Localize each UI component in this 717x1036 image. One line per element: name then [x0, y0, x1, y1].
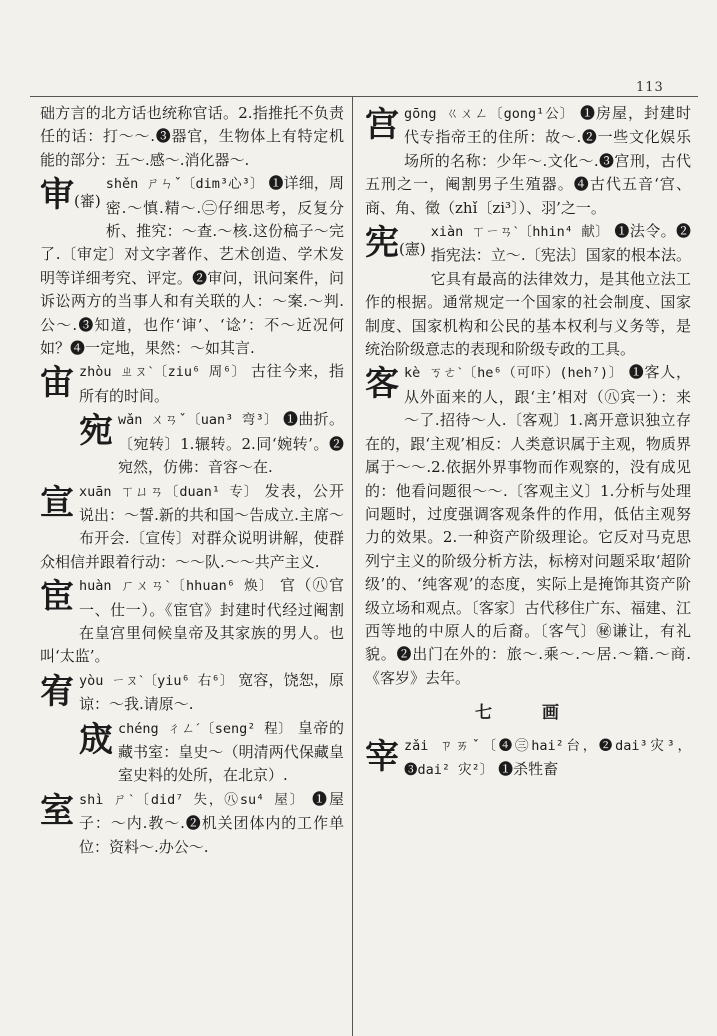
definition: ❶杀牲畜	[498, 759, 559, 778]
headword-char: 宥	[40, 671, 74, 712]
dictionary-entry	[40, 717, 344, 788]
definition: ❶屋子：～内.教～.❷机关团体内的工作单位：资料～.办公～.	[79, 789, 344, 856]
dictionary-entry	[40, 360, 344, 408]
header-rule	[30, 96, 698, 97]
page-number: 113	[636, 80, 664, 95]
headword-char: 宰	[365, 736, 399, 777]
left-column	[40, 102, 344, 859]
pronunciation: yòu ㄧㄡˋ〔yiu⁶ 右⁶〕	[79, 672, 234, 689]
headword-char: 宪	[365, 223, 399, 264]
pronunciation: xiàn ㄒㄧㄢˋ〔hhin⁴ 献〕	[430, 224, 610, 241]
definition: ❶曲折。〔宛转〕1.辗转。2.同‘婉转’。❷宛然，仿佛：音容～在.	[118, 410, 344, 477]
headword	[40, 173, 101, 223]
definition: 官（㊇官一、仕一）。《宦官》封建时代经过阉割在皇宫里伺候皇帝及其家族的男人。也叫‘太监’。	[40, 576, 344, 666]
right-column	[365, 102, 691, 785]
continued-text: 础方言的北方话也统称官话。2.指推托不负责任的话：打～～.❸器官，生物体上有特定机能的部分：五～.感～.消化器～.	[40, 104, 344, 169]
dictionary-entry	[365, 734, 691, 783]
pronunciation: zǎi ㄗㄞˇ〔❹㊂hai²台，❷dai³灾³，❸dai² 灾²〕	[404, 737, 691, 778]
dictionary-entry	[40, 788, 344, 859]
definition: ❶客人，从外面来的人，跟‘主’相对（㊇宾一）：来～了.招待～人.〔客观〕1.离开意识独立存在的，跟‘主观’相反：人类意识属于主观，物质界属于～～.2.依据外界事物而作观察的，没有成见的：他看问题很～～.〔客观主义〕1.分析与处理问题时，过度强调客观条件的作用，低估主观努力的效果。2.一种资产阶级理论。它反对马克思列宁主义的阶级分析方法，标榜对问题采取‘超阶级’的、‘纯客观’的态度，实际上是掩饰其资产阶级立场和观点。〔客家〕古代移住广东、福建、江西等地的中原人的后裔。〔客气〕㊙谦让，有礼貌。❷出门在外的：旅～.乘～.～居.～籍.～商.《客岁》去年。	[365, 363, 691, 687]
headword	[365, 221, 426, 271]
definition: 宽容，饶恕，原谅：～我.请原～.	[79, 670, 344, 714]
definition: ❶详细，周密.～慎.精～.㊁仔细思考，反复分析、推究：～查.～核.这份稿子～完了.〔审定〕对文字著作、艺术创造、学术发明等详细考究、评定。❷审问，讯问案件，问诉讼两方的当事人和有关联的人：～案.～判.公～.❸知道，也作‘谉’、‘谂’：不～近况何如？❹一定地，果然：～如其言.	[40, 174, 344, 358]
definition: 皇帝的藏书室：皇史～（明清两代保藏皇室史料的处所，在北京）.	[118, 718, 344, 785]
pronunciation: chéng ㄔㄥˊ〔seng² 程〕	[118, 720, 293, 737]
pronunciation: zhòu ㄓㄡˋ〔ziu⁶ 周⁶〕	[79, 364, 246, 381]
headword	[40, 575, 74, 625]
definition: 发表，公开说出：～誓.新的共和国～告成立.主席～布开会.〔宣传〕对群众说明讲解，使群众相信并跟着行动：～～队.～～共产主义.	[40, 481, 344, 571]
headword-char: 宣	[40, 482, 74, 523]
pronunciation: wǎn ㄨㄢˇ〔uan³ 弯³〕	[118, 412, 278, 429]
pronunciation: kè ㄎㄜˋ〔he⁶（可吓）(heh⁷)〕	[404, 365, 624, 382]
headword	[79, 409, 113, 459]
pronunciation: shì ㄕˋ〔did⁷ 失，㊇su⁴ 屋〕	[79, 791, 306, 808]
headword-char: 审	[40, 175, 74, 216]
headword-char: 室	[40, 790, 74, 831]
definition: ❶法令。❷指宪法：立～.〔宪法〕国家的根本法。它具有最高的法律效力，是其他立法工作的根据。通常规定一个国家的社会制度、国家制度、国家机构和公民的基本权利与义务等，是统治阶级意志的表现和阶级专政的工具。	[365, 222, 691, 359]
headword-char: 宛	[79, 411, 113, 452]
headword	[365, 735, 399, 785]
dictionary-entry	[40, 669, 344, 717]
pronunciation: gōng ㄍㄨㄥ〔gong¹公〕	[404, 106, 575, 122]
column-divider	[352, 96, 353, 1036]
headword-char: 客	[365, 364, 399, 405]
dictionary-entry	[40, 480, 344, 575]
pronunciation: shěn ㄕㄣˇ〔dim³心³〕	[105, 176, 264, 193]
headword	[365, 103, 399, 153]
headword-char: 宬	[79, 719, 113, 760]
dictionary-entry	[365, 220, 691, 361]
definition: ❶房屋，封建时代专指帝王的住所：故～.❷一些文化娱乐场所的名称：少年～.文化～.❸宫刑，古代五刑之一，阉割男子生殖器。❹古代五音‘宫、商、角、徵（zhǐ〔zi³〕）、羽’之一。	[365, 104, 691, 217]
headword-char: 宙	[40, 363, 74, 404]
headword	[40, 361, 74, 411]
definition: 古往今来，指所有的时间。	[79, 362, 344, 405]
dictionary-entry	[40, 408, 344, 479]
headword-char: 宦	[40, 577, 74, 618]
headword	[365, 362, 399, 412]
headword	[40, 789, 74, 839]
headword	[40, 670, 74, 720]
traditional-variant: (憲)	[399, 240, 426, 259]
dictionary-entry	[40, 574, 344, 669]
dictionary-entry	[365, 102, 691, 220]
pronunciation: huàn ㄏㄨㄢˋ〔hhuan⁶ 焕〕	[79, 578, 274, 595]
headword	[40, 481, 74, 531]
dictionary-entry	[365, 361, 691, 690]
section-heading: 七 画	[475, 703, 581, 724]
dictionary-entry	[40, 172, 344, 360]
headword-char: 宫	[365, 105, 399, 145]
headword	[79, 718, 113, 768]
traditional-variant: (審)	[74, 192, 101, 211]
pronunciation: xuān ㄒㄩㄢ〔duan¹ 专〕	[79, 483, 259, 500]
